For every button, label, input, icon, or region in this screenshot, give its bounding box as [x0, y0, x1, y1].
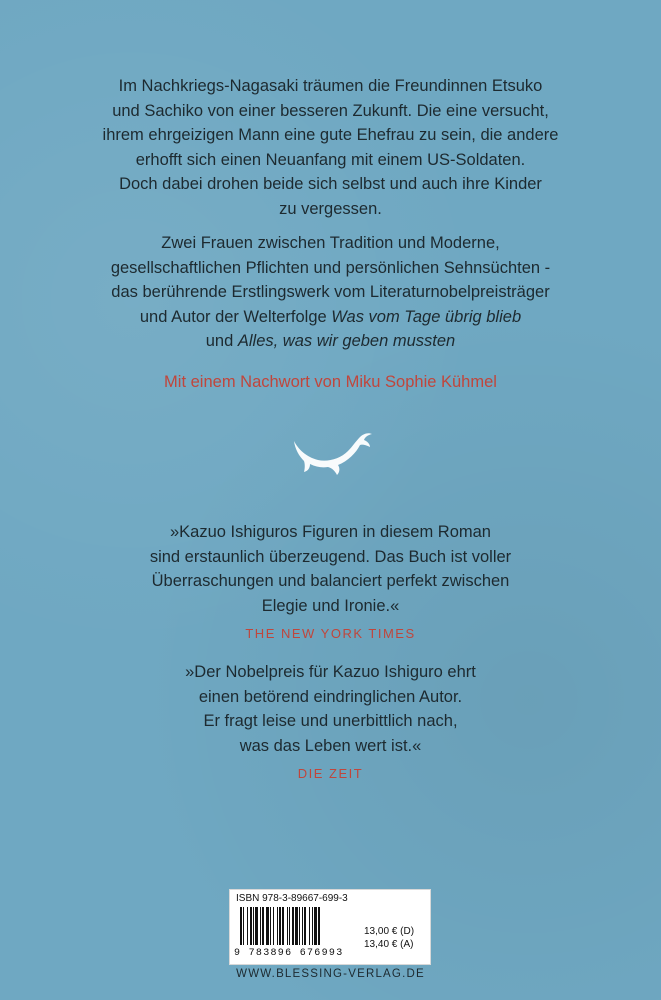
- publisher-website[interactable]: WWW.BLESSING-VERLAG.DE: [236, 968, 425, 980]
- barcode-bar: [312, 907, 313, 945]
- barcode-bar: [243, 907, 244, 945]
- review-quote-2: [60, 660, 601, 787]
- barcode-bar: [253, 907, 254, 945]
- barcode-bar: [279, 907, 281, 945]
- barcode-bar: [292, 907, 294, 945]
- barcode-bar: [302, 907, 303, 945]
- barcode-bar: [314, 907, 317, 945]
- book-title: Alles, was wir geben mussten: [237, 332, 456, 350]
- blurb-paragraph-2: [60, 231, 601, 354]
- blurb-2-line: [60, 305, 601, 330]
- blurb-paragraph-1: [60, 74, 601, 221]
- isbn-text: ISBN 978-3-89667-699-3: [236, 893, 348, 904]
- barcode-bar: [287, 907, 288, 945]
- barcode-bars: [240, 907, 356, 945]
- blurb-2-text: und Autor der Welterfolge: [139, 307, 332, 326]
- quote-1-source: THE NEW YORK TIMES: [245, 626, 416, 641]
- quote-2-line: »Der Nobelpreis für Kazuo Ishiguro ehrt: [185, 663, 476, 681]
- quote-2-line: was das Leben wert ist.«: [239, 736, 422, 755]
- barcode-digits: 9 783896 676993: [234, 948, 344, 959]
- barcode-bar: [255, 907, 258, 945]
- barcode-bar: [260, 907, 261, 945]
- barcode-bar: [240, 907, 242, 945]
- quote-1-line: sind erstaunlich überzeugend. Das Buch ist voller: [149, 547, 512, 566]
- price-austria: 13,40 € (A): [364, 939, 414, 950]
- barcode-label: [229, 889, 431, 965]
- blurb-1-line: erhofft sich einen Neuanfang mit einem US-Soldaten.: [135, 150, 526, 169]
- blurb-2-line: gesellschaftlichen Pflichten und persönlichen Sehnsüchten -: [110, 258, 551, 277]
- barcode-bar: [282, 907, 284, 945]
- barcode-bar: [299, 907, 300, 945]
- blurb-2-line: Zwei Frauen zwischen Tradition und Moderne,: [161, 234, 500, 252]
- barcode-bar: [318, 907, 320, 945]
- barcode-bar: [277, 907, 278, 945]
- barcode-bar: [270, 907, 271, 945]
- barcode-bar: [250, 907, 252, 945]
- blurb-1-line: zu vergessen.: [279, 199, 382, 218]
- afterword-note: Mit einem Nachwort von Miku Sophie Kühmel: [164, 373, 497, 391]
- blurb-1-line: Doch dabei drohen beide sich selbst und auch ihre Kinder: [119, 175, 542, 193]
- quote-2-line: einen betörend eindringlichen Autor.: [198, 687, 463, 706]
- blurb-2-text: und: [205, 332, 238, 350]
- quote-2-source: DIE ZEIT: [297, 766, 364, 781]
- barcode-bar: [289, 907, 290, 945]
- quote-2-line: Er fragt leise und unerbittlich nach,: [203, 712, 458, 730]
- price-germany: 13,00 € (D): [364, 926, 415, 937]
- blurb-1-line: ihrem ehrgeizigen Mann eine gute Ehefrau zu sein, die andere: [102, 126, 559, 144]
- review-quote-1: [60, 520, 601, 647]
- koi-fish-icon: [290, 427, 374, 477]
- barcode-bar: [295, 907, 298, 945]
- quote-1-line: »Kazuo Ishiguros Figuren in diesem Roman: [169, 523, 491, 541]
- barcode-bar: [266, 907, 269, 945]
- blurb-2-line: [60, 329, 601, 354]
- barcode-bar: [247, 907, 248, 945]
- blurb-2-line: das berührende Erstlingswerk vom Literaturnobelpreisträger: [111, 283, 550, 301]
- barcode-bar: [262, 907, 264, 945]
- barcode-bar: [304, 907, 306, 945]
- blurb-1-line: Im Nachkriegs-Nagasaki träumen die Freundinnen Etsuko: [118, 77, 543, 95]
- barcode-bar: [273, 907, 274, 945]
- quote-1-line: Elegie und Ironie.«: [261, 596, 400, 615]
- barcode-bar: [309, 907, 310, 945]
- blurb-1-line: und Sachiko von einer besseren Zukunft. Die eine versucht,: [112, 101, 549, 120]
- quote-1-line: Überraschungen und balanciert perfekt zwischen: [151, 572, 510, 590]
- book-title: Was vom Tage übrig blieb: [331, 307, 522, 326]
